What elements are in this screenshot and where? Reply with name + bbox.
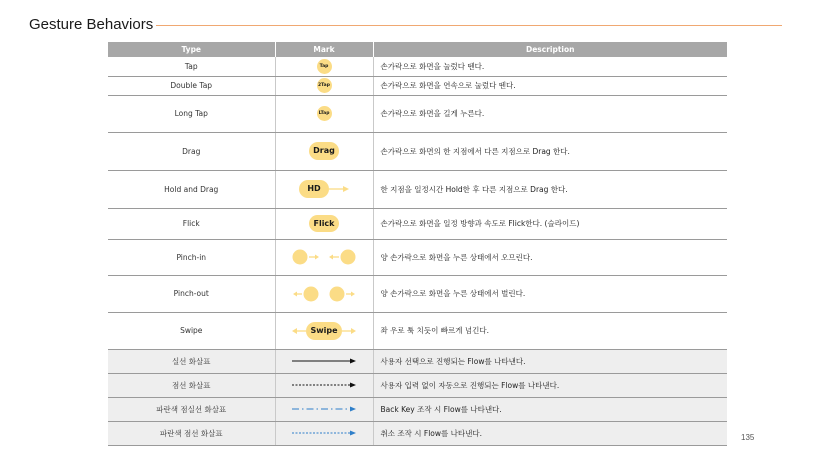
table-row [108,312,727,349]
table-row [108,170,727,208]
long-tap-gesture-icon: LTap [317,106,332,121]
type-cell: Flick [108,208,275,239]
type-cell: Swipe [108,312,275,349]
double-tap-gesture-icon: 2Tap [317,78,332,93]
table-row [108,373,727,397]
page-number: 135 [741,433,755,442]
hold-bubble: HD [299,180,329,198]
table-row [108,95,727,132]
description-cell: 손가락으로 화면을 연속으로 눌렀다 뗀다. [373,76,727,95]
swipe-gesture-icon [292,322,356,340]
header-mark: Mark [275,42,373,57]
mark-cell [275,349,373,373]
right-arrow-icon [329,185,349,193]
solid-arrow-icon [292,357,356,365]
type-cell: Tap [108,57,275,76]
pinch-in-icon [292,248,356,266]
swipe-bubble: Swipe [306,322,342,340]
pinch-out-icon [292,285,356,303]
table-row [108,57,727,76]
header-type: Type [108,42,275,57]
description-cell: 손가락으로 화면의 한 지점에서 다른 지점으로 Drag 한다. [373,132,727,170]
mark-cell [275,57,373,76]
left-arrow-icon [292,327,306,335]
description-cell: 손가락으로 화면을 길게 누른다. [373,95,727,132]
type-cell: Long Tap [108,95,275,132]
hold-and-drag-gesture-icon [299,180,349,198]
description-cell: 좌 우로 툭 치듯이 빠르게 넘긴다. [373,312,727,349]
description-cell: 손가락으로 화면을 눌렀다 뗀다. [373,57,727,76]
mark-cell [275,421,373,445]
header-description: Description [373,42,727,57]
type-cell: Hold and Drag [108,170,275,208]
mark-cell [275,95,373,132]
mark-cell [275,373,373,397]
table-row [108,275,727,312]
description-cell: 손가락으로 화면을 일정 방향과 속도로 Flick한다. (슬라이드) [373,208,727,239]
type-cell: Double Tap [108,76,275,95]
drag-gesture-icon: Drag [309,142,339,160]
flick-gesture-icon: Flick [309,215,339,232]
description-cell: 한 지점을 일정시간 Hold한 후 다른 지점으로 Drag 한다. [373,170,727,208]
description-cell: 양 손가락으로 화면을 누른 상태에서 오므린다. [373,239,727,275]
table-row [108,208,727,239]
blue-dash-dot-arrow-icon [292,405,356,413]
title-divider [156,25,782,26]
description-cell: 사용자 입력 없이 자동으로 진행되는 Flow를 나타낸다. [373,373,727,397]
type-cell: 파란색 점실선 화살표 [108,397,275,421]
table-row [108,349,727,373]
type-cell: 파란색 점선 화살표 [108,421,275,445]
dashed-arrow-icon [292,381,356,389]
mark-cell [275,170,373,208]
type-cell: 실선 화살표 [108,349,275,373]
type-cell: Pinch-out [108,275,275,312]
description-cell: Back Key 조작 시 Flow를 나타낸다. [373,397,727,421]
type-cell: Pinch-in [108,239,275,275]
table-row [108,239,727,275]
page-title: Gesture Behaviors [29,16,154,33]
mark-cell [275,275,373,312]
right-arrow-icon [342,327,356,335]
mark-cell [275,208,373,239]
description-cell: 양 손가락으로 화면을 누른 상태에서 벌린다. [373,275,727,312]
type-cell: Drag [108,132,275,170]
description-cell: 사용자 선택으로 진행되는 Flow를 나타낸다. [373,349,727,373]
table-header-row [108,42,727,57]
mark-cell [275,132,373,170]
blue-dashed-arrow-icon [292,429,356,437]
table-row [108,76,727,95]
mark-cell [275,312,373,349]
type-cell: 점선 화살표 [108,373,275,397]
mark-cell [275,239,373,275]
tap-gesture-icon: Tap [317,59,332,74]
mark-cell [275,76,373,95]
table-row [108,397,727,421]
table-row [108,132,727,170]
mark-cell [275,397,373,421]
gesture-behaviors-table [108,42,727,446]
description-cell: 취소 조작 시 Flow를 나타낸다. [373,421,727,445]
table-row [108,421,727,445]
